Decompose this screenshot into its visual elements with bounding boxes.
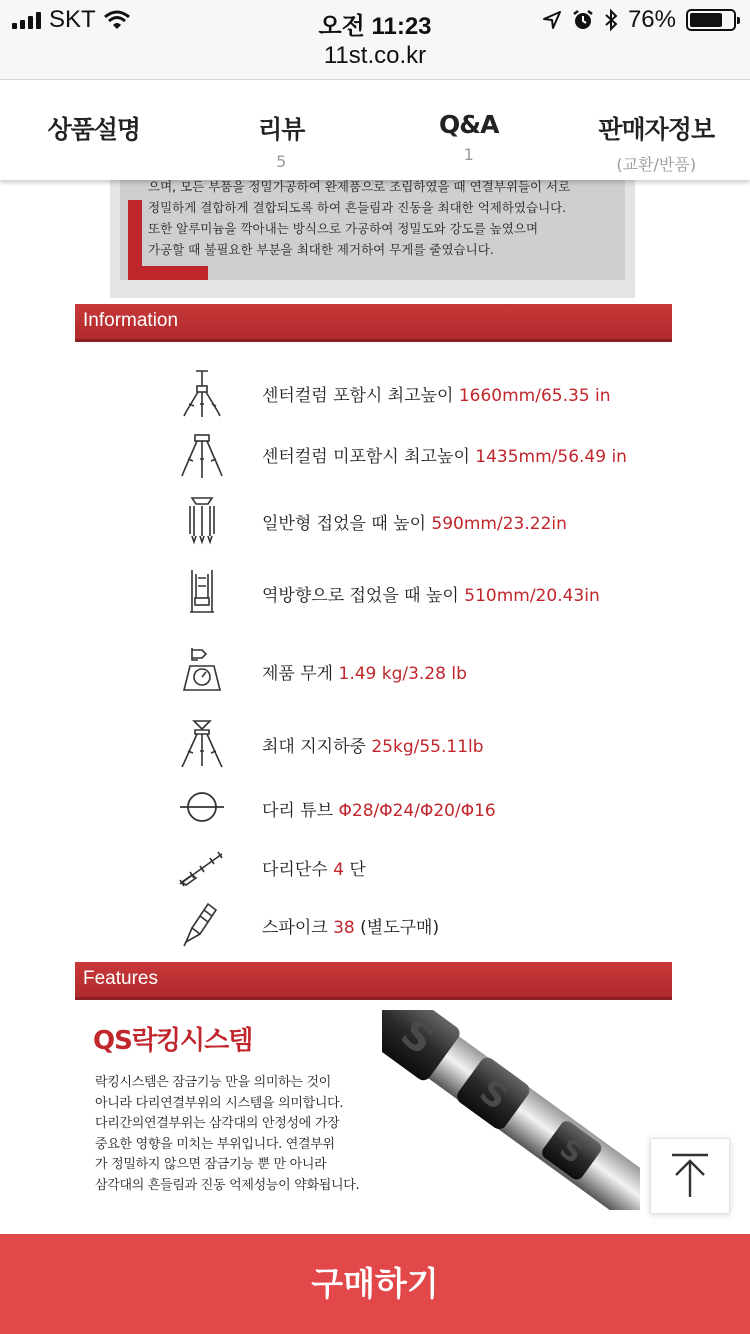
location-arrow-icon <box>542 10 562 30</box>
spec-row <box>176 719 656 769</box>
spec-text: 다리 튜브 Φ28/Φ24/Φ20/Φ16 <box>262 801 496 821</box>
spec-text: 제품 무게 1.49 kg/3.28 lb <box>262 664 467 684</box>
spec-text: 역방향으로 접었을 때 높이 510mm/20.43in <box>262 586 600 606</box>
spec-row <box>176 646 656 696</box>
spec-text: 일반형 접었을 때 높이 590mm/23.22in <box>262 514 567 534</box>
description-notice <box>110 180 635 298</box>
spec-row <box>176 900 656 950</box>
information-heading: Information <box>75 304 672 342</box>
spec-row <box>176 568 656 618</box>
carrier-label: SKT <box>49 6 96 33</box>
leg-sections-icon <box>176 842 228 892</box>
qs-locking-description: 락킹시스템은 잠금기능 만을 의미하는 것이 아니라 다리연결부위의 시스템을 의미합니다. 다리간의연결부위는 삼각대의 안정성에 가장 중요한 영향을 미치는 부위입니다. 연결부위 가 정밀하지 않으면 잠금기능 뿐 만 아니라 삼각대의 흔들림과 진동 억제성능이 약화됩니다. <box>95 1075 360 1193</box>
features-heading: Features <box>75 962 672 1000</box>
spec-row <box>176 368 656 418</box>
qs-locking-title: QS락킹시스템 <box>93 1026 253 1056</box>
tripod-icon <box>176 429 228 479</box>
tab-count: 5 <box>276 152 287 171</box>
status-bar <box>0 0 750 40</box>
svg-text:S: S <box>472 1071 516 1119</box>
svg-text:S: S <box>553 1131 590 1171</box>
tripod-folded-icon <box>176 496 228 546</box>
bluetooth-icon <box>604 8 618 32</box>
scale-icon <box>176 646 228 696</box>
tripod-reverse-folded-icon <box>176 568 228 618</box>
product-description[interactable] <box>0 180 750 1234</box>
spike-icon <box>176 900 228 950</box>
tab-label: 리뷰 <box>258 115 305 144</box>
spec-row <box>176 496 656 546</box>
notice-text: 으며, 모든 부품을 정밀가공하여 완제품으로 조립하였을 때 연결부위들이 서로 정밀하게 결합하게 결합되도록 하여 흔들림과 진동을 최대한 억제하였습니다. 또한 알루미늄을 깍아내는 방식으로 가공하여 정밀도와 강도를 높였으며 가공할 때 불필요한 부분을 최대한 제거하여 무게를 줄였습니다. <box>148 180 571 257</box>
battery-percent: 76% <box>627 6 676 33</box>
battery-icon <box>686 9 736 31</box>
spec-row <box>176 842 656 892</box>
spec-row <box>176 783 656 833</box>
tripod-leg-photo <box>382 1010 640 1210</box>
tab-description[interactable] <box>0 80 188 180</box>
spec-text: 센터컬럼 포함시 최고높이 1660mm/65.35 in <box>262 386 611 406</box>
diameter-icon <box>176 783 228 833</box>
tab-subtitle: (교환/반품) <box>616 155 697 174</box>
tab-reviews[interactable] <box>188 80 376 180</box>
svg-text:S: S <box>392 1010 443 1064</box>
spec-row <box>176 429 656 479</box>
tab-qna[interactable] <box>375 80 563 180</box>
alarm-icon <box>572 9 594 31</box>
address-bar[interactable]: 11st.co.kr <box>0 40 750 80</box>
spec-text: 센터컬럼 미포함시 최고높이 1435mm/56.49 in <box>262 447 627 467</box>
tab-count: 1 <box>463 145 474 164</box>
spec-text: 다리단수 4 단 <box>262 860 366 880</box>
product-tabs <box>0 80 750 180</box>
buy-button[interactable]: 구매하기 <box>0 1234 750 1334</box>
clock: 오전 11:23 <box>318 13 432 40</box>
tab-seller-info[interactable] <box>563 80 750 180</box>
spec-text: 스파이크 38 (별도구매) <box>262 918 440 938</box>
arrow-up-icon <box>670 1153 710 1199</box>
tab-label: Q&A <box>439 110 499 139</box>
tripod-load-icon <box>176 719 228 769</box>
tab-label: 상품설명 <box>47 115 141 144</box>
spec-text: 최대 지지하중 25kg/55.11lb <box>262 737 484 757</box>
scroll-top-button[interactable] <box>650 1138 730 1214</box>
tripod-extended-icon <box>176 368 228 418</box>
tab-label: 판매자정보 <box>598 115 715 144</box>
